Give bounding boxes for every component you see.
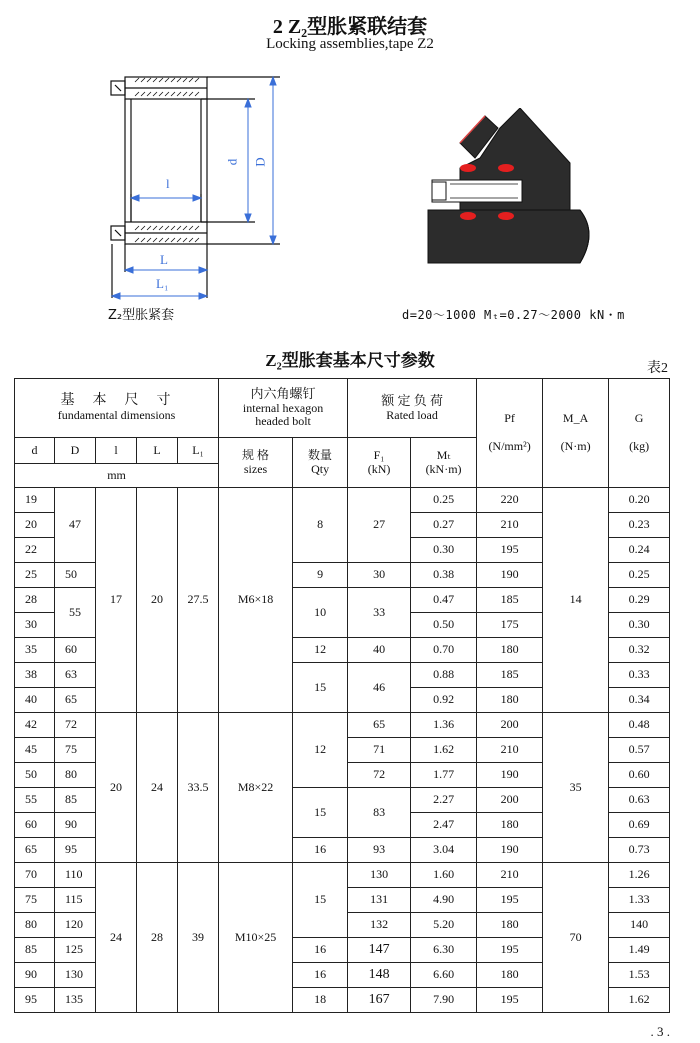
cell-L: 24 [137, 713, 178, 863]
cell-qty: 15 [293, 788, 348, 838]
cell-mt: 1.60 [411, 863, 477, 888]
cell-d: 30 [15, 613, 55, 638]
cell-D: 80 [55, 763, 96, 788]
header-pf: Pf (N/mm²) [477, 379, 543, 488]
cell-g: 1.33 [609, 888, 670, 913]
cell-f1: 93 [348, 838, 411, 863]
dim-label-d: d [224, 158, 240, 166]
header-mt: Mₜ (kN·m) [411, 438, 477, 488]
cell-pf: 200 [477, 788, 543, 813]
cell-f1: 27 [348, 488, 411, 563]
header-fundamental: 基 本 尺 寸 fundamental dimensions [15, 379, 219, 438]
cell-pf: 210 [477, 738, 543, 763]
cell-qty: 12 [293, 713, 348, 788]
cell-d: 38 [15, 663, 55, 688]
cell-pf: 220 [477, 488, 543, 513]
cell-f1: 132 [348, 913, 411, 938]
header-L: L [137, 438, 178, 464]
table-body [15, 488, 670, 1013]
cell-f1: 65 [348, 713, 411, 738]
cell-mt: 2.27 [411, 788, 477, 813]
dimension-table [14, 378, 670, 1013]
cell-L: 28 [137, 863, 178, 1013]
cell-ma: 35 [543, 713, 609, 863]
cell-mt: 1.62 [411, 738, 477, 763]
cell-L1: 33.5 [178, 713, 219, 863]
cell-ma: 70 [543, 863, 609, 1013]
cell-d: 35 [15, 638, 55, 663]
locking-assembly-section-drawing [95, 72, 395, 302]
cell-d: 75 [15, 888, 55, 913]
cell-d: 55 [15, 788, 55, 813]
cell-g: 0.69 [609, 813, 670, 838]
cell-D: 60 [55, 638, 96, 663]
cell-mt: 0.92 [411, 688, 477, 713]
cell-pf: 195 [477, 888, 543, 913]
cell-size: M10×25 [219, 863, 293, 1013]
cell-pf: 195 [477, 538, 543, 563]
table-row [15, 713, 670, 738]
cell-f1: 40 [348, 638, 411, 663]
header-l: l [96, 438, 137, 464]
cell-d: 22 [15, 538, 55, 563]
cell-mt: 0.50 [411, 613, 477, 638]
cell-f1: 131 [348, 888, 411, 913]
cell-ma: 14 [543, 488, 609, 713]
page-number: . 3 . [650, 1024, 670, 1039]
cell-pf: 180 [477, 913, 543, 938]
cell-D: 85 [55, 788, 96, 813]
cell-D: 115 [55, 888, 96, 913]
cell-d: 70 [15, 863, 55, 888]
cell-D: 130 [55, 963, 96, 988]
dim-label-L1: L₁ [156, 276, 169, 291]
cell-d: 90 [15, 963, 55, 988]
cell-size: M6×18 [219, 488, 293, 713]
cell-mt: 6.60 [411, 963, 477, 988]
cell-f1: 72 [348, 763, 411, 788]
cell-qty: 16 [293, 963, 348, 988]
cell-f1: 167 [348, 988, 411, 1013]
table-row [15, 863, 670, 888]
cell-D: 135 [55, 988, 96, 1013]
cell-l: 24 [96, 863, 137, 1013]
cell-g: 0.33 [609, 663, 670, 688]
cell-pf: 185 [477, 663, 543, 688]
cell-D: 75 [55, 738, 96, 763]
cell-f1: 83 [348, 788, 411, 838]
cell-f1: 33 [348, 588, 411, 638]
header-bolt: 内六角螺钉 internal hexagon headed bolt [219, 379, 348, 438]
cell-qty: 8 [293, 488, 348, 563]
cell-g: 0.60 [609, 763, 670, 788]
page-title: 2 Z₂型胀紧联结套 [272, 16, 428, 38]
dim-label-D: D [252, 157, 268, 167]
cell-f1: 30 [348, 563, 411, 588]
header-rated-load: 额 定 负 荷 Rated load [348, 379, 477, 438]
cell-g: 0.32 [609, 638, 670, 663]
cell-g: 140 [609, 913, 670, 938]
cell-g: 0.29 [609, 588, 670, 613]
cell-qty: 12 [293, 638, 348, 663]
cell-g: 0.48 [609, 713, 670, 738]
cell-d: 45 [15, 738, 55, 763]
table-row [15, 488, 670, 513]
cell-g: 0.57 [609, 738, 670, 763]
cell-pf: 175 [477, 613, 543, 638]
cell-pf: 185 [477, 588, 543, 613]
cell-g: 1.62 [609, 988, 670, 1013]
cell-mt: 0.25 [411, 488, 477, 513]
cell-qty: 15 [293, 863, 348, 938]
cell-D: 55 [55, 588, 96, 638]
cell-mt: 7.90 [411, 988, 477, 1013]
header-sizes: 规 格 sizes [219, 438, 293, 488]
cell-mt: 3.04 [411, 838, 477, 863]
cell-D: 63 [55, 663, 96, 688]
cell-d: 65 [15, 838, 55, 863]
cell-D: 72 [55, 713, 96, 738]
cell-mt: 0.70 [411, 638, 477, 663]
cell-L1: 27.5 [178, 488, 219, 713]
table-title: Z₂型胀套基本尺寸参数 [265, 351, 435, 370]
cell-g: 0.30 [609, 613, 670, 638]
page-subtitle: Locking assemblies,tape Z2 [266, 36, 434, 52]
cell-pf: 180 [477, 688, 543, 713]
cell-L: 20 [137, 488, 178, 713]
dim-label-l: l [166, 176, 170, 191]
cell-mt: 0.27 [411, 513, 477, 538]
cell-g: 0.73 [609, 838, 670, 863]
cell-g: 1.26 [609, 863, 670, 888]
header-L1: L₁ [178, 438, 219, 464]
cell-d: 28 [15, 588, 55, 613]
cell-g: 1.53 [609, 963, 670, 988]
cell-f1: 71 [348, 738, 411, 763]
cell-pf: 200 [477, 713, 543, 738]
header-g: G (kg) [609, 379, 670, 488]
cell-mt: 1.36 [411, 713, 477, 738]
cell-L1: 39 [178, 863, 219, 1013]
cell-qty: 10 [293, 588, 348, 638]
cell-D: 50 [55, 563, 96, 588]
cell-pf: 210 [477, 863, 543, 888]
cell-f1: 130 [348, 863, 411, 888]
dim-label-L: L [160, 252, 168, 267]
cell-g: 0.34 [609, 688, 670, 713]
cell-d: 95 [15, 988, 55, 1013]
table-number: 表2 [647, 361, 668, 376]
cell-g: 0.20 [609, 488, 670, 513]
cell-l: 20 [96, 713, 137, 863]
cell-pf: 210 [477, 513, 543, 538]
cell-qty: 16 [293, 838, 348, 863]
cell-g: 0.63 [609, 788, 670, 813]
cell-mt: 0.38 [411, 563, 477, 588]
cell-mt: 0.47 [411, 588, 477, 613]
cell-qty: 9 [293, 563, 348, 588]
cell-d: 50 [15, 763, 55, 788]
cell-f1: 148 [348, 963, 411, 988]
cell-mt: 0.30 [411, 538, 477, 563]
cell-pf: 195 [477, 938, 543, 963]
locking-assembly-installed-drawing [420, 108, 620, 278]
cell-pf: 190 [477, 763, 543, 788]
cell-pf: 195 [477, 988, 543, 1013]
cell-f1: 46 [348, 663, 411, 713]
cell-d: 80 [15, 913, 55, 938]
cell-d: 20 [15, 513, 55, 538]
cell-D: 110 [55, 863, 96, 888]
cell-g: 0.24 [609, 538, 670, 563]
cell-D: 95 [55, 838, 96, 863]
cell-mt: 4.90 [411, 888, 477, 913]
cell-pf: 180 [477, 638, 543, 663]
cell-mt: 1.77 [411, 763, 477, 788]
cell-qty: 15 [293, 663, 348, 713]
cell-D: 90 [55, 813, 96, 838]
cell-g: 0.23 [609, 513, 670, 538]
left-figure-caption: Z₂型胀紧套 [108, 308, 175, 323]
right-figure-caption: d=20～1000 Mₜ=0.27～2000 kN・m [402, 308, 625, 322]
cell-mt: 6.30 [411, 938, 477, 963]
cell-D: 47 [55, 488, 96, 563]
header-qty: 数量 Qty [293, 438, 348, 488]
cell-pf: 180 [477, 963, 543, 988]
cell-pf: 190 [477, 563, 543, 588]
cell-mt: 5.20 [411, 913, 477, 938]
cell-g: 1.49 [609, 938, 670, 963]
cell-mt: 0.88 [411, 663, 477, 688]
header-d: d [15, 438, 55, 464]
cell-f1: 147 [348, 938, 411, 963]
cell-l: 17 [96, 488, 137, 713]
header-D: D [55, 438, 96, 464]
cell-D: 120 [55, 913, 96, 938]
cell-d: 19 [15, 488, 55, 513]
cell-pf: 180 [477, 813, 543, 838]
cell-D: 65 [55, 688, 96, 713]
cell-d: 40 [15, 688, 55, 713]
cell-d: 25 [15, 563, 55, 588]
cell-qty: 16 [293, 938, 348, 963]
header-ma: M_A (N·m) [543, 379, 609, 488]
cell-D: 125 [55, 938, 96, 963]
cell-size: M8×22 [219, 713, 293, 863]
cell-d: 85 [15, 938, 55, 963]
header-mm: mm [15, 464, 219, 488]
cell-pf: 190 [477, 838, 543, 863]
cell-d: 42 [15, 713, 55, 738]
cell-mt: 2.47 [411, 813, 477, 838]
cell-d: 60 [15, 813, 55, 838]
cell-g: 0.25 [609, 563, 670, 588]
cell-qty: 18 [293, 988, 348, 1013]
header-f1: F₁ (kN) [348, 438, 411, 488]
